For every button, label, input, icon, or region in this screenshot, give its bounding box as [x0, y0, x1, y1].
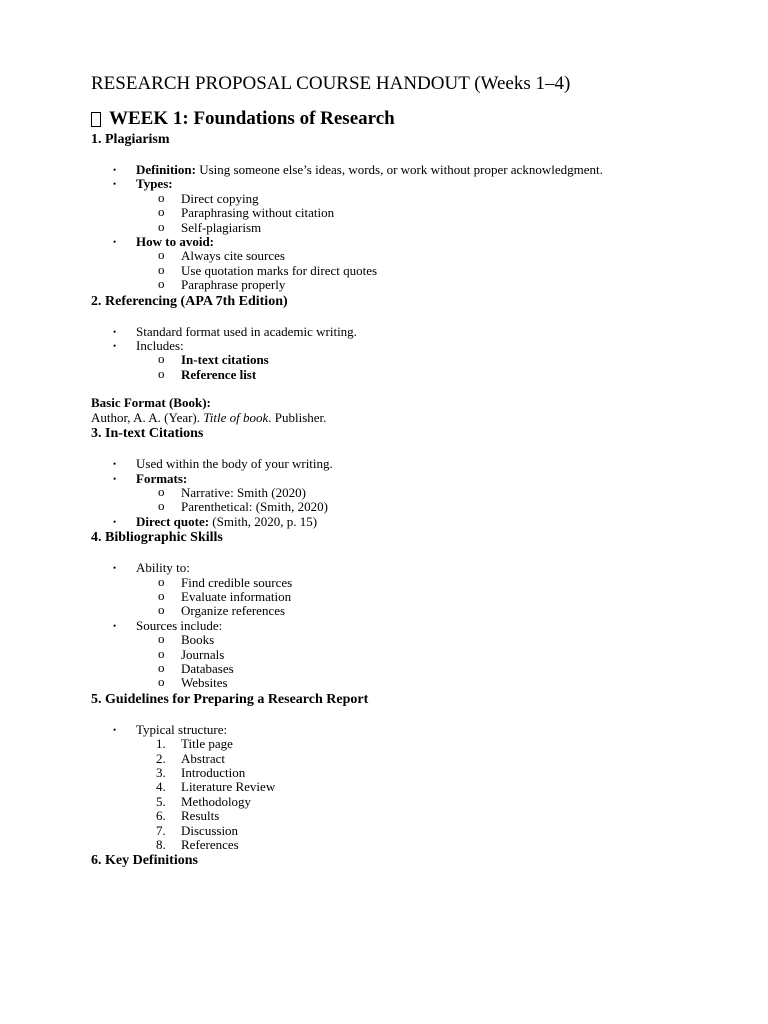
referencing-list [91, 325, 711, 383]
sublist-item-text: Organize references [181, 603, 286, 619]
guidelines-list [91, 723, 711, 853]
sublist-item [136, 261, 711, 278]
sources-sublist [136, 633, 711, 691]
bullet-icon: • [113, 237, 117, 248]
numbered-item [136, 737, 711, 751]
sublist-item [136, 218, 711, 235]
bullet-icon: • [113, 459, 117, 470]
list-item-text: Includes: [136, 338, 184, 354]
sub-bullet-icon: o [158, 351, 165, 367]
numbered-item-text: Title page [181, 736, 233, 752]
list-item [91, 457, 711, 471]
formats-label: Formats: [136, 470, 188, 486]
numbered-item [136, 766, 711, 780]
sub-bullet-icon: o [158, 587, 165, 603]
sublist-item [136, 206, 711, 220]
missing-glyph-icon [91, 112, 101, 127]
plagiarism-list [91, 163, 711, 293]
sub-bullet-icon: o [158, 573, 165, 589]
types-sublist [136, 189, 711, 235]
bullet-icon: • [113, 473, 117, 484]
sublist-item [136, 604, 711, 618]
section-title-referencing: 2. Referencing (APA 7th Edition) [91, 293, 288, 309]
sublist-item-text: Narrative: Smith (2020) [181, 484, 306, 500]
bullet-icon: • [113, 724, 117, 735]
example-suffix: . Publisher. [268, 409, 327, 425]
item-number: 6. [156, 808, 166, 824]
sublist-item [136, 353, 711, 367]
sub-bullet-icon: o [158, 631, 165, 647]
sublist-item [136, 633, 711, 647]
numbered-item [136, 780, 711, 794]
numbered-item [136, 795, 711, 809]
sublist-item [136, 645, 711, 662]
list-item [91, 163, 711, 177]
item-number: 5. [156, 793, 166, 809]
sublist-item [136, 659, 711, 676]
basic-format-label [91, 396, 711, 410]
numbered-item-text: Methodology [181, 793, 252, 809]
avoid-sublist [136, 249, 711, 292]
sublist-item-text: Find credible sources [181, 574, 293, 590]
sub-bullet-icon: o [158, 645, 165, 661]
item-number: 4. [156, 779, 166, 795]
numbered-item-text: Abstract [181, 750, 226, 766]
sublist-item-text: In-text citations [181, 352, 269, 368]
sub-bullet-icon: o [158, 602, 165, 618]
includes-sublist [136, 353, 711, 382]
basic-format-label-text: Basic Format (Book): [91, 395, 211, 411]
document-page [91, 72, 711, 870]
sublist-item-text: Reference list [181, 366, 257, 382]
numbered-item [136, 809, 711, 823]
sub-bullet-icon: o [158, 204, 165, 220]
formats-sublist [136, 483, 711, 515]
sublist-item [136, 500, 711, 514]
bullet-icon: • [113, 341, 117, 352]
avoid-label: How to avoid: [136, 234, 214, 250]
sublist-item-text: Always cite sources [181, 248, 285, 264]
sublist-item [136, 278, 711, 292]
sublist-item-text: Direct copying [181, 190, 259, 206]
sub-bullet-icon: o [158, 261, 165, 277]
sublist-item [136, 573, 711, 590]
list-item-text: Ability to: [136, 560, 190, 576]
bibliographic-skills-list [91, 561, 711, 691]
sub-bullet-icon: o [158, 498, 165, 514]
sub-bullet-icon: o [158, 276, 165, 292]
sub-bullet-icon: o [158, 247, 165, 263]
sublist-item [136, 676, 711, 690]
sublist-item-text: Paraphrase properly [181, 277, 286, 293]
sub-bullet-icon: o [158, 189, 165, 205]
sublist-item [136, 249, 711, 263]
bullet-icon: • [113, 326, 117, 337]
in-text-citations-list [91, 457, 711, 529]
abilities-sublist [136, 573, 711, 619]
week-heading [91, 107, 711, 131]
definition-label: Definition: [136, 162, 196, 177]
section-title-bibliographic-skills: 4. Bibliographic Skills [91, 530, 223, 546]
list-item [91, 177, 711, 235]
bullet-icon: • [113, 179, 117, 190]
definition-text: Using someone else’s ideas, words, or work without proper acknowledgment. [195, 162, 603, 177]
direct-quote-label: Direct quote: [136, 513, 210, 529]
sublist-item [136, 365, 711, 382]
basic-format-example [91, 411, 711, 425]
sub-bullet-icon: o [158, 483, 165, 499]
sublist-item [136, 189, 711, 206]
sublist-item-text: Evaluate information [181, 588, 292, 604]
section-title-guidelines: 5. Guidelines for Preparing a Research Report [91, 691, 369, 707]
section-title-plagiarism: 1. Plagiarism [91, 132, 170, 147]
sublist-item [136, 483, 711, 500]
sub-bullet-icon: o [158, 218, 165, 234]
sublist-item-text: Paraphrasing without citation [181, 205, 335, 221]
item-number: 8. [156, 837, 166, 853]
numbered-item-text: References [181, 837, 239, 853]
sublist-item-text: Databases [181, 660, 234, 676]
list-item [91, 561, 711, 619]
numbered-item-text: Literature Review [181, 779, 276, 795]
sublist-item-text: Self-plagiarism [181, 219, 262, 235]
bullet-icon: • [113, 563, 117, 574]
list-item-text: Sources include: [136, 617, 223, 633]
bullet-icon: • [113, 516, 117, 527]
sublist-item-text: Use quotation marks for direct quotes [181, 262, 378, 278]
sub-bullet-icon: o [158, 365, 165, 381]
numbered-item-text: Introduction [181, 765, 246, 780]
list-item-text: Used within the body of your writing. [136, 456, 333, 472]
list-item-text: Typical structure: [136, 721, 228, 737]
numbered-item [136, 838, 711, 852]
bullet-icon: • [113, 620, 117, 631]
numbered-item [136, 824, 711, 838]
sub-bullet-icon: o [158, 674, 165, 690]
list-item [91, 472, 711, 515]
item-number: 3. [156, 765, 166, 780]
section-title-in-text-citations: 3. In-text Citations [91, 426, 204, 442]
section-title-key-definitions: 6. Key Definitions [91, 853, 198, 869]
numbered-item-text: Results [181, 808, 220, 824]
list-item [91, 723, 711, 853]
list-item [91, 339, 711, 382]
sublist-item [136, 587, 711, 604]
list-item [91, 515, 711, 529]
item-number: 1. [156, 736, 166, 752]
item-number: 2. [156, 750, 166, 766]
list-item-text: Standard format used in academic writing. [136, 323, 357, 339]
direct-quote-text: (Smith, 2020, p. 15) [209, 513, 318, 529]
types-label: Types: [136, 176, 173, 192]
sublist-item-text: Parenthetical: (Smith, 2020) [181, 499, 328, 515]
sublist-item-text: Journals [181, 646, 225, 662]
list-item [91, 325, 711, 339]
week-heading-text: WEEK 1: Foundations of Research [109, 108, 395, 129]
sublist-item-text: Websites [181, 675, 228, 691]
numbered-item [136, 752, 711, 766]
structure-sublist [136, 737, 711, 852]
sublist-item-text: Books [181, 632, 215, 648]
example-prefix: Author, A. A. (Year). [91, 409, 204, 425]
sub-bullet-icon: o [158, 659, 165, 675]
list-item [91, 619, 711, 691]
bullet-icon: • [113, 165, 117, 175]
list-item [91, 235, 711, 293]
example-italic: Title of book [203, 409, 269, 425]
numbered-item-text: Discussion [181, 822, 239, 838]
item-number: 7. [156, 822, 166, 838]
document-title: RESEARCH PROPOSAL COURSE HANDOUT (Weeks 1–4) [91, 73, 571, 94]
